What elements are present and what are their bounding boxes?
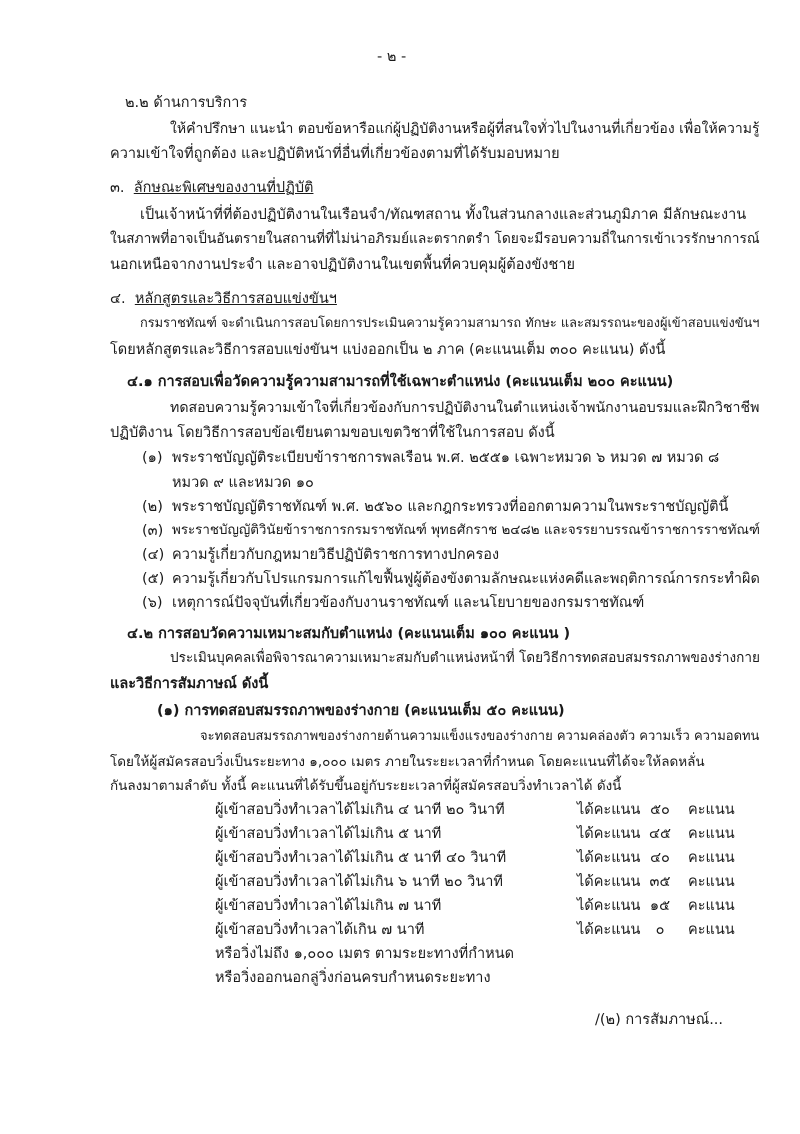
paragraph-line: ทดสอบความรู้ความเข้าใจที่เกี่ยวข้องกับการปฏิบัติงานในตำแหน่งเจ้าพนักงานอบรมและฝึกวิชาชีพ [170,400,760,416]
section-title: ลักษณะพิเศษของงานที่ปฏิบัติ [133,180,314,196]
paragraph-line: กรมราชทัณฑ์ จะดำเนินการสอบโดยการประเมินความรู้ความสามารถ ทักษะ และสมรรถนะของผู้เข้าสอบแข่งขันฯ [140,316,760,331]
paragraph-line: และวิธีการสัมภาษณ์ ดังนี้ [110,676,269,692]
subject-item-number: (๕) [142,571,165,587]
score-label: ได้คะแนน [577,826,641,842]
subject-item-number: (๑) [142,450,163,466]
score-unit: คะแนน [688,874,735,890]
condition-cell: ผู้เข้าสอบวิ่งทำเวลาได้ไม่เกิน ๕ นาที [215,826,442,842]
score-unit: คะแนน [688,898,735,914]
paragraph-line: ในสภาพที่อาจเป็นอันตรายในสถานที่ที่ไม่น่าอภิรมย์และตรากตรำ โดยจะมีรอบความถี่ในการเข้าเวรรักษาการณ์ [110,231,760,247]
subject-item-number: (๖) [142,595,163,611]
subject-item-text: ความรู้เกี่ยวกับกฎหมายวิธีปฏิบัติราชการทางปกครอง [172,547,500,563]
extra-condition-line: หรือวิ่งไม่ถึง ๑,๐๐๐ เมตร ตามระยะทางที่กำหนด [215,946,515,962]
subject-item-text: พระราชบัญญัติราชทัณฑ์ พ.ศ. ๒๕๖๐ และกฎกระทรวงที่ออกตามความในพระราชบัญญัตินี้ [172,499,729,515]
paragraph-line: โดยให้ผู้สมัครสอบวิ่งเป็นระยะทาง ๑,๐๐๐ เมตร ภายในระยะเวลาที่กำหนด โดยคะแนนที่ได้จะให้ลดหลั่น [110,754,705,770]
subject-item-text: ความรู้เกี่ยวกับโปรแกรมการแก้ไขฟื้นฟูผู้ต้องขังตามลักษณะแห่งคดีและพฤติการณ์การกระทำผิด [172,571,760,587]
score-unit: คะแนน [688,826,735,842]
score-label: ได้คะแนน [577,922,641,938]
subject-item-number: (๒) [142,499,163,515]
paragraph-line: เป็นเจ้าหน้าที่ที่ต้องปฏิบัติงานในเรือนจำ/ทัณฑสถาน ทั้งในส่วนกลางและส่วนภูมิภาค มีลักษณะงาน [140,207,747,223]
score-value: ๔๐ [650,850,670,866]
score-label: ได้คะแนน [577,898,641,914]
section-title: หลักสูตรและวิธีการสอบแข่งขันฯ [134,291,337,307]
section-number: ๓. [110,180,125,196]
subject-item-number: (๔) [142,547,165,563]
subject-item-text: พระราชบัญญัติระเบียบข้าราชการพลเรือน พ.ศ. ๒๕๕๑ เฉพาะหมวด ๖ หมวด ๗ หมวด ๘ [172,450,720,466]
score-value: ๔๕ [649,826,671,842]
extra-condition-line: หรือวิ่งออกนอกลู่วิ่งก่อนครบกำหนดระยะทาง [215,970,491,986]
paragraph-line: ปฏิบัติงาน โดยวิธีการสอบข้อเขียนตามขอบเขตวิชาที่ใช้ในการสอบ ดังนี้ [110,425,555,441]
condition-cell: ผู้เข้าสอบวิ่งทำเวลาได้ไม่เกิน ๗ นาที [215,898,442,914]
condition-cell: ผู้เข้าสอบวิ่งทำเวลาได้ไม่เกิน ๕ นาที ๔๐ วินาที [215,850,507,866]
condition-cell: ผู้เข้าสอบวิ่งทำเวลาได้เกิน ๗ นาที [215,922,425,938]
condition-cell: ผู้เข้าสอบวิ่งทำเวลาได้ไม่เกิน ๔ นาที ๒๐ วินาที [215,802,505,818]
subject-item-text: พระราชบัญญัติวินัยข้าราชการกรมราชทัณฑ์ พุทธศักราช ๒๔๘๒ และจรรยาบรรณข้าราชการราชทัณฑ์ [172,523,760,538]
section-number: ๔. [110,291,126,307]
paragraph-line: ประเมินบุคคลเพื่อพิจารณาความเหมาะสมกับตำแหน่งหน้าที่ โดยวิธีการทดสอบสมรรถภาพของร่างกาย [170,650,760,666]
section-4-2-heading: ๔.๒ การสอบวัดความเหมาะสมกับตำแหน่ง (คะแนนเต็ม ๑๐๐ คะแนน ) [127,626,571,642]
subject-item-number: (๓) [142,523,164,539]
section-2-2-heading: ๒.๒ ด้านการบริการ [125,95,248,111]
score-label: ได้คะแนน [577,802,641,818]
score-value: ๐ [655,922,665,938]
sub-section-heading: (๑) การทดสอบสมรรถภาพของร่างกาย (คะแนนเต็ม ๕๐ คะแนน) [157,703,565,719]
score-label: ได้คะแนน [577,874,641,890]
continuation-note: /(๒) การสัมภาษณ์... [595,1012,724,1028]
score-unit: คะแนน [688,850,735,866]
section-4-1-heading: ๔.๑ การสอบเพื่อวัดความรู้ความสามารถที่ใช้เฉพาะตำแหน่ง (คะแนนเต็ม ๒๐๐ คะแนน) [127,374,674,390]
paragraph-line: กันลงมาตามลำดับ ทั้งนี้ คะแนนที่ได้รับขึ้นอยู่กับระยะเวลาที่ผู้สมัครสอบวิ่งทำเวลาได้ ดังนี้ [110,778,622,794]
paragraph-line: นอกเหนือจากงานประจำ และอาจปฏิบัติงานในเขตพื้นที่ควบคุมผู้ต้องขังชาย [110,257,575,273]
paragraph-line: ให้คำปรึกษา แนะนำ ตอบข้อหารือแก่ผู้ปฏิบัติงานหรือผู้ที่สนใจทั่วไปในงานที่เกี่ยวข้อง เพื่อให้ความรู้ [170,121,760,137]
score-unit: คะแนน [688,922,735,938]
paragraph-line: ความเข้าใจที่ถูกต้อง และปฏิบัติหน้าที่อื่นที่เกี่ยวข้องตามที่ได้รับมอบหมาย [110,146,560,162]
paragraph-line: จะทดสอบสมรรถภาพของร่างกายด้านความแข็งแรงของร่างกาย ความคล่องตัว ความเร็ว ความอดทน [200,729,760,744]
score-label: ได้คะแนน [577,850,641,866]
score-value: ๕๐ [650,802,670,818]
condition-cell: ผู้เข้าสอบวิ่งทำเวลาได้ไม่เกิน ๖ นาที ๒๐ วินาที [215,874,503,890]
subject-item-text-continued: หมวด ๙ และหมวด ๑๐ [172,475,314,491]
page-number: - ๒ - [377,49,407,65]
paragraph-line: โดยหลักสูตรและวิธีการสอบแข่งขันฯ แบ่งออกเป็น ๒ ภาค (คะแนนเต็ม ๓๐๐ คะแนน) ดังนี้ [110,342,666,358]
score-value: ๑๕ [649,898,671,914]
section-4-heading [110,292,337,307]
subject-item-text: เหตุการณ์ปัจจุบันที่เกี่ยวข้องกับงานราชทัณฑ์ และนโยบายของกรมราชทัณฑ์ [172,595,645,611]
score-value: ๓๕ [649,874,671,890]
score-unit: คะแนน [688,802,735,818]
section-3-heading [110,181,313,196]
